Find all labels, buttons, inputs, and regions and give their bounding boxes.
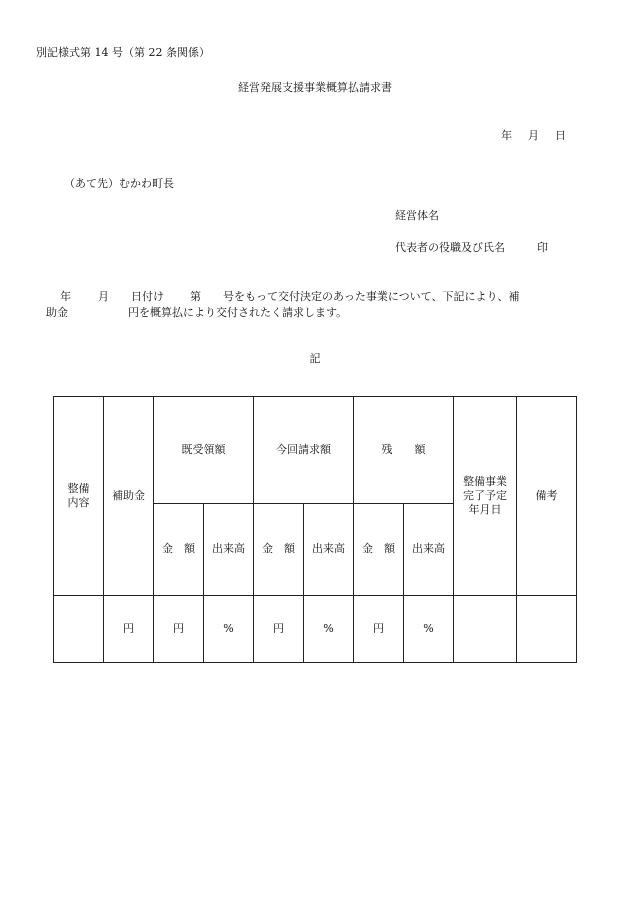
unit-yen: 円 xyxy=(373,621,384,635)
date-day: 日 xyxy=(555,129,566,142)
subheader-progress: 出来高 xyxy=(204,504,254,595)
body-year: 年 xyxy=(60,290,71,303)
form-number: 別記様式第 14 号（第 22 条関係） xyxy=(36,46,210,59)
unit-yen: 円 xyxy=(273,621,284,635)
cell-current-amount[interactable] xyxy=(254,595,304,663)
unit-percent: % xyxy=(423,621,434,635)
cell-remarks[interactable] xyxy=(517,595,577,663)
document-title: 経営発展支援事業概算払請求書 xyxy=(238,81,392,94)
body-text-2b: 円を概算払により交付されたく請求します。 xyxy=(128,306,348,319)
unit-yen: 円 xyxy=(123,621,134,635)
body-text-2a: 助金 xyxy=(46,306,68,319)
header-current: 今回請求額 xyxy=(254,397,354,504)
body-text-1: 号をもって交付決定のあった事業について、下記により、補 xyxy=(223,290,520,303)
subheader-progress: 出来高 xyxy=(404,504,454,595)
body-number-prefix: 第 xyxy=(190,290,201,303)
cell-remaining-progress[interactable] xyxy=(404,595,454,663)
addressee: （あて先）むかわ町長 xyxy=(64,177,174,190)
representative-line xyxy=(395,242,548,253)
request-table xyxy=(53,396,577,663)
cell-completion[interactable] xyxy=(454,595,517,663)
cell-content[interactable] xyxy=(54,595,104,663)
body-month: 月 xyxy=(98,290,109,303)
body-day: 日付け xyxy=(131,290,164,303)
representative-label: 代表者の役職及び氏名 xyxy=(395,241,505,254)
cell-current-progress[interactable] xyxy=(304,595,354,663)
header-completion: 整備事業 完了予定 年月日 xyxy=(454,397,517,596)
cell-received-amount[interactable] xyxy=(154,595,204,663)
seal-mark: 印 xyxy=(537,241,548,254)
cell-received-progress[interactable] xyxy=(204,595,254,663)
header-received: 既受領額 xyxy=(154,397,254,504)
unit-yen: 円 xyxy=(173,621,184,635)
ki-heading: 記 xyxy=(309,352,321,365)
subheader-amount: 金 額 xyxy=(154,504,204,595)
unit-percent: % xyxy=(323,621,334,635)
unit-percent: % xyxy=(223,621,234,635)
header-remaining: 残 額 xyxy=(354,397,454,504)
header-remarks: 備考 xyxy=(517,397,577,596)
subheader-progress: 出来高 xyxy=(304,504,354,595)
date-year: 年 xyxy=(501,129,512,142)
date-month: 月 xyxy=(528,129,539,142)
company-name-label: 経営体名 xyxy=(395,209,439,222)
header-content: 整備 内容 xyxy=(54,397,104,596)
cell-subsidy[interactable] xyxy=(104,595,154,663)
header-subsidy: 補助金 xyxy=(104,397,154,596)
subheader-amount: 金 額 xyxy=(354,504,404,595)
cell-remaining-amount[interactable] xyxy=(354,595,404,663)
date-line xyxy=(440,130,566,141)
request-body-line-1 xyxy=(46,291,519,302)
request-body-line-2 xyxy=(46,307,347,318)
subheader-amount: 金 額 xyxy=(254,504,304,595)
